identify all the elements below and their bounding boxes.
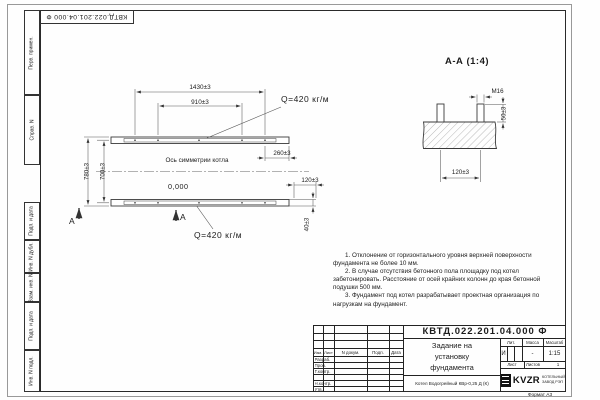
scale-header: Масштаб xyxy=(545,339,564,345)
top-beam xyxy=(111,137,289,144)
company-logo-cell xyxy=(500,368,566,392)
format-label: Формат А3 xyxy=(527,392,553,398)
product-name: Котел Водогрейный КВр-0,25 Д (К) xyxy=(415,381,489,386)
note-line: 3. Фундамент под котел разрабатывает проектная организация по xyxy=(345,292,540,300)
dim-1430-label: 1430±3 xyxy=(189,84,211,91)
sheets-value: 1 xyxy=(556,362,560,367)
mass-header: Масса xyxy=(526,339,539,345)
concrete-block xyxy=(423,122,497,149)
load-label-top: Q=420 кг/м xyxy=(281,94,330,104)
dim-1430-lines xyxy=(135,89,265,135)
row-prov: Пров. xyxy=(314,362,327,368)
row-utv: Утв. xyxy=(314,386,323,392)
section-letter-right: А xyxy=(180,211,186,222)
dim-120-plan-lines xyxy=(286,182,324,198)
row-razrab: Разраб. xyxy=(314,356,331,362)
dim-260-label: 260±3 xyxy=(273,149,291,157)
drawing-title xyxy=(404,338,500,375)
note-line: забетонировать. Расстояние от осей крайних колонн до края бетонной xyxy=(333,276,541,284)
notes-block xyxy=(333,252,573,309)
drawing-title-line: фундамента xyxy=(430,363,474,372)
dim-40-lines xyxy=(289,192,316,214)
margin-label: Перв. примен. xyxy=(29,35,35,70)
load-label-bottom: Q=420 кг/м xyxy=(194,229,243,240)
dim-m16-lines xyxy=(469,95,492,103)
note-line: нагрузкам на фундамент. xyxy=(333,300,408,308)
note-line: 2. В случае отсутствия бетонного пола площадку под котел xyxy=(345,268,519,276)
col-header-data: Дата xyxy=(391,349,401,355)
note-line: 1. Отклонение от горизонтального уровня верхней поверхности xyxy=(345,252,532,259)
margin-label: Инв. N подл. xyxy=(29,356,35,386)
section-letter-left: А xyxy=(69,215,75,226)
margin-label: Инв. N дубл. xyxy=(29,241,35,272)
company-name-line: ЗАВОД РЭП xyxy=(541,380,564,384)
level-mark-label: 0,000 xyxy=(168,181,189,191)
margin-label: Подп. и дата xyxy=(29,311,36,341)
sheet-label: Лист xyxy=(507,362,517,367)
margin-label: Справ. N xyxy=(29,119,35,141)
company-name-line: КОТЕЛЬНЫЙ xyxy=(541,375,566,380)
dim-40-label: 40±3 xyxy=(303,217,311,232)
margin-label: Взам. инв. N xyxy=(29,272,36,303)
load-leader-top xyxy=(207,107,281,138)
thread-m16-label: М16 xyxy=(491,87,504,95)
top-doc-number: КВТД.022.201.04.000 Ф xyxy=(45,13,128,20)
row-tkontr: Т.контр. xyxy=(314,368,331,374)
dim-120-section-label: 120±3 xyxy=(451,169,470,176)
col-header-list: Лист xyxy=(324,349,333,355)
row-nkontr: Н.контр. xyxy=(314,380,332,386)
kvzr-emblem-icon xyxy=(501,374,511,387)
company-name xyxy=(542,375,565,384)
lit-value: И xyxy=(501,350,506,357)
margin-label: Подп. и дата xyxy=(29,206,36,236)
drawing-title-line: Задание на xyxy=(431,341,473,350)
boiler-axis-label: Ось симметрии котла xyxy=(165,156,229,164)
dim-120-section-lines xyxy=(441,150,481,182)
scale-value: 1:15 xyxy=(548,350,561,357)
drawing-title-line: установку xyxy=(434,352,470,361)
bottom-beam xyxy=(111,200,289,207)
anchor-stud-right xyxy=(477,104,484,122)
col-header-izm: Изм. xyxy=(313,349,323,355)
mass-value: - xyxy=(531,350,534,357)
anchor-stud-left xyxy=(437,104,444,122)
dim-910-label: 910±3 xyxy=(191,98,209,106)
load-leader-bottom xyxy=(197,207,213,230)
dim-780-label: 780±3 xyxy=(83,162,91,181)
sheets-label: Листов xyxy=(526,362,540,367)
dim-120-plan-label: 120±3 xyxy=(301,177,319,184)
col-header-ndoc: N докум. xyxy=(341,349,360,355)
col-header-podp: Подп. xyxy=(372,349,384,355)
note-line: подушки 500 мм. xyxy=(333,284,383,292)
section-title: А-А (1:4) xyxy=(444,56,490,67)
lit-header: Лит. xyxy=(507,339,515,345)
title-block-doc-number: КВТД.022.201.04.000 Ф xyxy=(422,326,548,337)
dim-700-label: 700±3 xyxy=(99,162,107,181)
dim-50-section-label: 50±3 xyxy=(500,106,508,120)
dim-910-lines xyxy=(158,103,242,135)
note-line: фундамента не более 10 мм. xyxy=(333,260,419,268)
kvzr-logo-text: KVZR xyxy=(512,374,540,386)
